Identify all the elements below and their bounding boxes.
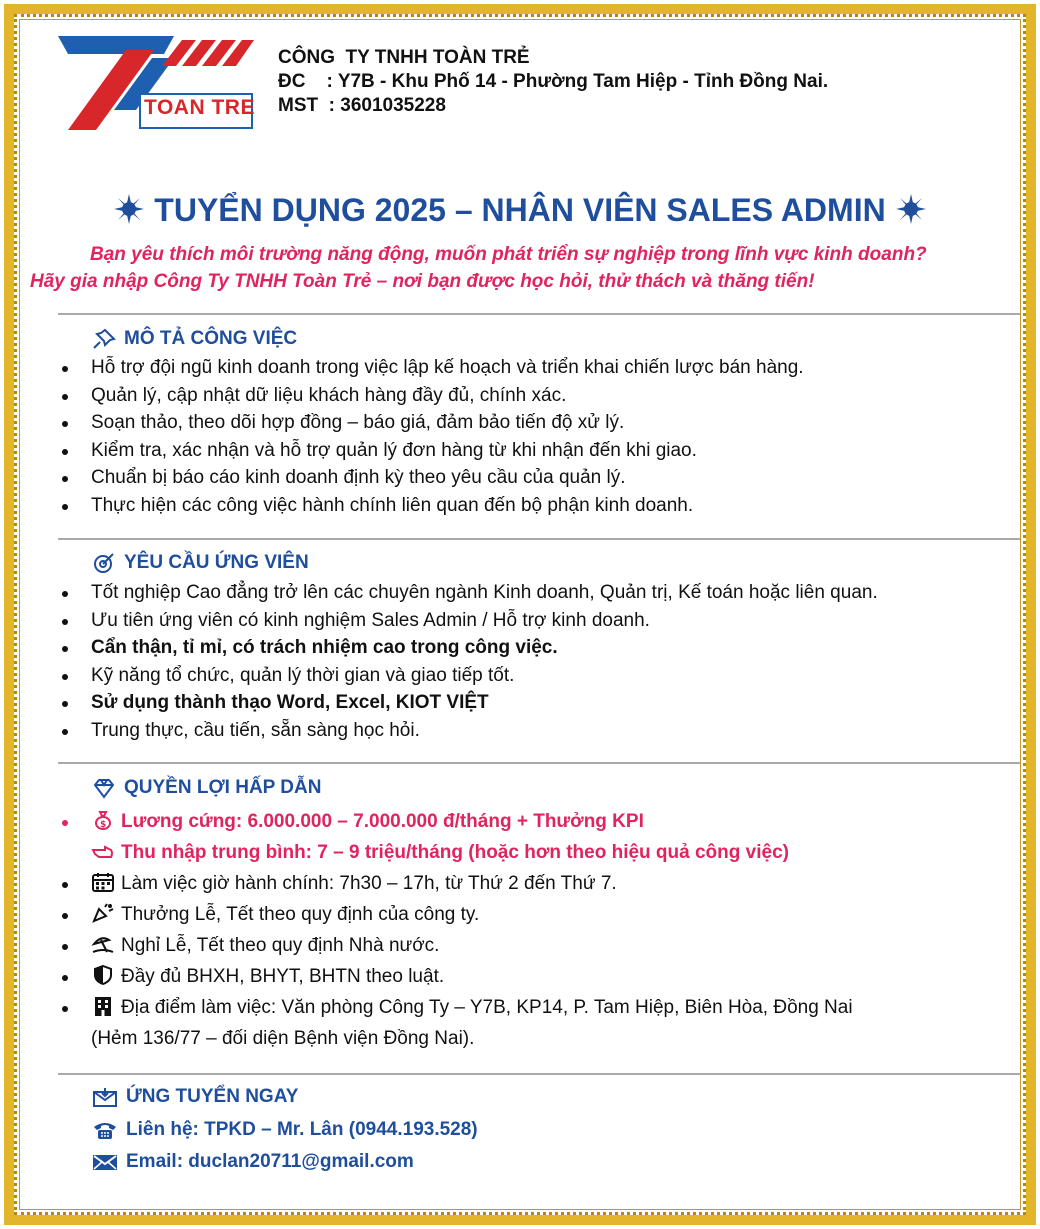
money-bag-icon	[91, 810, 115, 830]
list-item: Soạn thảo, theo dõi hợp đồng – báo giá, đảm bảo tiến độ xử lý.	[62, 409, 1010, 437]
email-icon	[92, 1152, 118, 1172]
list-item: Hỗ trợ đội ngũ kinh doanh trong việc lập kế hoạch và triển khai chiến lược bán hàng.	[62, 354, 1010, 382]
company-logo	[56, 30, 256, 132]
section-heading-requirements: YÊU CẦU ỨNG VIÊN	[92, 552, 309, 574]
target-icon	[92, 552, 116, 574]
section-heading-apply: ỨNG TUYỂN NGAY	[92, 1086, 298, 1108]
section-divider	[58, 1073, 1020, 1075]
section-heading-benefits: QUYỀN LỢI HẤP DẪN	[92, 777, 321, 799]
svg-text:$: $	[100, 820, 107, 830]
job-description-list	[62, 354, 1010, 519]
list-item: Kỹ năng tổ chức, quản lý thời gian và giao tiếp tốt.	[62, 662, 1010, 690]
contact-email[interactable]: Email: duclan20711@gmail.com	[92, 1151, 414, 1173]
list-item-location: Địa điểm làm việc: Văn phòng Công Ty – Y7B, KP14, P. Tam Hiệp, Biên Hòa, Đồng Nai (Hẻm 136/77 – đối diện Bệnh viện Đồng Nai).	[62, 992, 1010, 1054]
company-address: ĐC : Y7B - Khu Phố 14 - Phường Tam Hiệp - Tỉnh Đồng Nai.	[278, 71, 829, 92]
list-item-bonus: Thưởng Lễ, Tết theo quy định của công ty.	[62, 899, 1010, 930]
telephone-icon	[92, 1120, 118, 1140]
list-item-salary: $ Lương cứng: 6.000.000 – 7.000.000 đ/tháng + Thưởng KPI	[62, 806, 1010, 837]
pushpin-icon	[92, 328, 116, 350]
list-item-insurance: Đầy đủ BHXH, BHYT, BHTN theo luật.	[62, 961, 1010, 992]
intro-line-2: Hãy gia nhập Công Ty TNHH Toàn Trẻ – nơi bạn được học hỏi, thử thách và thăng tiến!	[30, 271, 815, 292]
benefits-list	[62, 806, 1010, 1054]
list-item-hours: Làm việc giờ hành chính: 7h30 – 17h, từ Thứ 2 đến Thứ 7.	[62, 868, 1010, 899]
shield-icon	[91, 965, 115, 985]
list-item: Tốt nghiệp Cao đẳng trở lên các chuyên ngành Kinh doanh, Quản trị, Kế toán hoặc liên quan.	[62, 579, 1010, 607]
list-item: Thực hiện các công việc hành chính liên quan đến bộ phận kinh doanh.	[62, 492, 1010, 520]
list-item: Ưu tiên ứng viên có kinh nghiệm Sales Admin / Hỗ trợ kinh doanh.	[62, 607, 1010, 635]
list-item: Quản lý, cập nhật dữ liệu khách hàng đầy đủ, chính xác.	[62, 382, 1010, 410]
page-title	[0, 192, 1040, 229]
party-popper-icon	[91, 903, 115, 923]
beach-icon	[91, 934, 115, 954]
company-info	[278, 46, 828, 118]
pointing-hand-icon	[91, 841, 115, 861]
section-divider	[58, 313, 1020, 315]
office-building-icon	[91, 996, 115, 1016]
list-item: Trung thực, cầu tiến, sẵn sàng học hỏi.	[62, 717, 1010, 745]
list-item: Kiểm tra, xác nhận và hỗ trợ quản lý đơn hàng từ khi nhận đến khi giao.	[62, 437, 1010, 465]
list-item: Cẩn thận, tỉ mỉ, có trách nhiệm cao trong công việc.	[62, 634, 1010, 662]
list-item-income: Thu nhập trung bình: 7 – 9 triệu/tháng (hoặc hơn theo hiệu quả công việc)	[62, 837, 1010, 868]
section-divider	[58, 762, 1020, 764]
section-heading-job-description: MÔ TẢ CÔNG VIỆC	[92, 328, 297, 350]
contact-phone: Liên hệ: TPKD – Mr. Lân (0944.193.528)	[92, 1119, 478, 1141]
calendar-icon	[91, 872, 115, 892]
list-item-holiday: Nghỉ Lễ, Tết theo quy định Nhà nước.	[62, 930, 1010, 961]
list-item: Sử dụng thành thạo Word, Excel, KIOT VIỆT	[62, 689, 1010, 717]
sparkle-icon	[896, 194, 926, 224]
title-text: TUYỂN DỤNG 2025 – NHÂN VIÊN SALES ADMIN	[154, 192, 886, 228]
list-item: Chuẩn bị báo cáo kinh doanh định kỳ theo yêu cầu của quản lý.	[62, 464, 1010, 492]
envelope-arrow-icon	[92, 1087, 118, 1107]
diamond-icon	[92, 777, 116, 799]
company-name: CÔNG TY TNHH TOÀN TRẺ	[278, 47, 530, 68]
section-divider	[58, 538, 1020, 540]
sparkle-icon	[114, 194, 144, 224]
requirements-list	[62, 579, 1010, 744]
intro-line-1: Bạn yêu thích môi trường năng động, muốn phát triển sự nghiệp trong lĩnh vực kinh doanh?	[90, 244, 927, 265]
company-tax-id: MST : 3601035228	[278, 95, 446, 116]
logo-wordmark: TOAN TRE	[144, 96, 255, 119]
